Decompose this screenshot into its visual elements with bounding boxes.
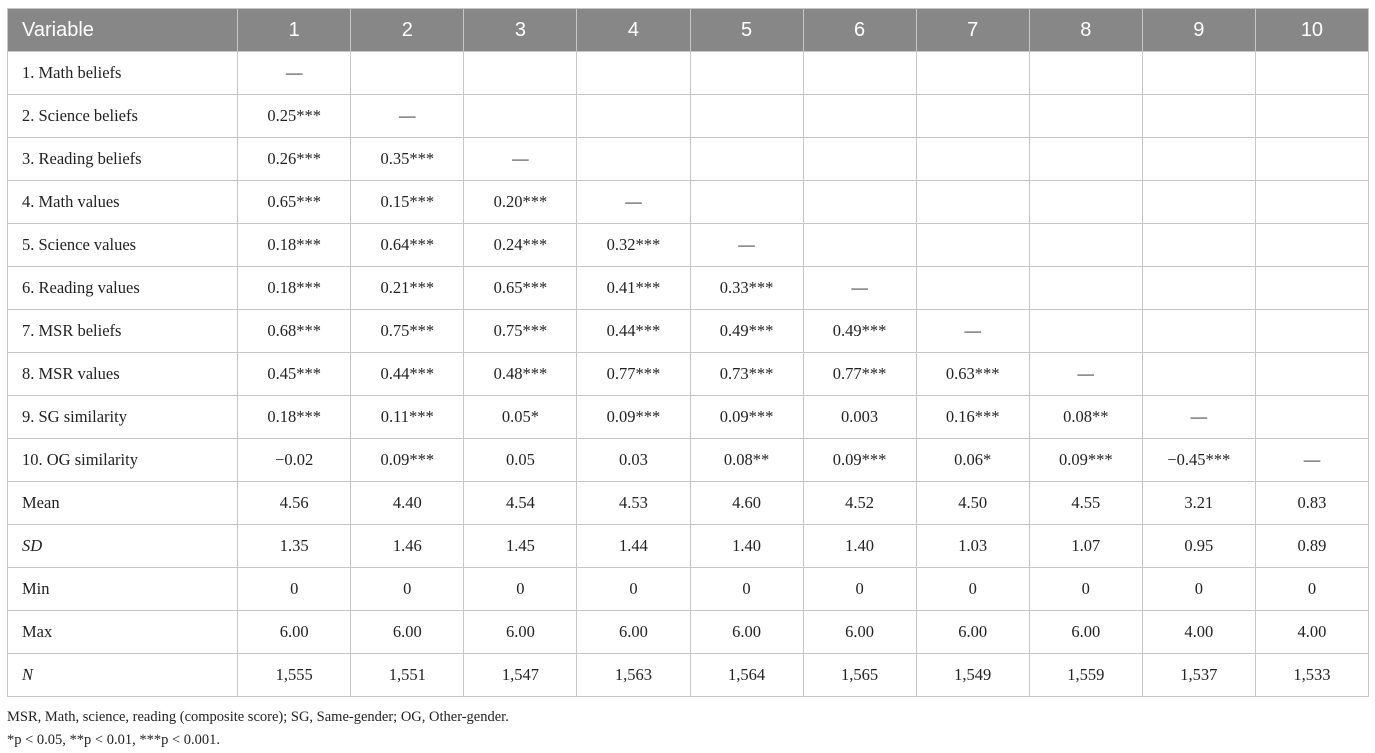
- table-cell: —: [577, 181, 690, 224]
- table-cell: 0.09***: [351, 439, 464, 482]
- table-cell: [577, 95, 690, 138]
- table-cell: 0.33***: [690, 267, 803, 310]
- table-cell: [1142, 138, 1255, 181]
- table-cell: [803, 52, 916, 95]
- table-cell: —: [351, 95, 464, 138]
- table-cell: 4.50: [916, 482, 1029, 525]
- table-cell: [916, 224, 1029, 267]
- table-cell: [1255, 396, 1368, 439]
- table-cell: 0.18***: [238, 267, 351, 310]
- table-cell: 0.003: [803, 396, 916, 439]
- table-cell: 6.00: [238, 611, 351, 654]
- table-cell: 0.03: [577, 439, 690, 482]
- table-row: [8, 95, 1369, 138]
- table-cell: 1.45: [464, 525, 577, 568]
- table-cell: —: [1255, 439, 1368, 482]
- table-cell: 0.18***: [238, 396, 351, 439]
- table-cell: 0.65***: [238, 181, 351, 224]
- table-cell: 0.64***: [351, 224, 464, 267]
- header-col-1: 1: [238, 9, 351, 52]
- table-cell: —: [238, 52, 351, 95]
- table-row: [8, 224, 1369, 267]
- table-cell: 0.75***: [351, 310, 464, 353]
- table-cell: 0: [690, 568, 803, 611]
- table-cell: 0.73***: [690, 353, 803, 396]
- table-row: [8, 267, 1369, 310]
- row-label: 7. MSR beliefs: [8, 310, 238, 353]
- table-cell: 0.49***: [803, 310, 916, 353]
- table-body: [8, 52, 1369, 697]
- table-cell: 0: [803, 568, 916, 611]
- header-col-9: 9: [1142, 9, 1255, 52]
- table-cell: 0.77***: [577, 353, 690, 396]
- table-cell: 4.00: [1255, 611, 1368, 654]
- table-cell: 1.40: [803, 525, 916, 568]
- row-label: Min: [8, 568, 238, 611]
- table-cell: 4.53: [577, 482, 690, 525]
- table-cell: −0.45***: [1142, 439, 1255, 482]
- table-cell: 4.40: [351, 482, 464, 525]
- table-cell: [916, 52, 1029, 95]
- table-cell: —: [916, 310, 1029, 353]
- table-cell: 6.00: [916, 611, 1029, 654]
- row-label: Max: [8, 611, 238, 654]
- table-cell: 1,549: [916, 654, 1029, 697]
- table-cell: 0.09***: [803, 439, 916, 482]
- table-cell: 0: [238, 568, 351, 611]
- table-cell: 0: [577, 568, 690, 611]
- table-row: [8, 568, 1369, 611]
- table-cell: [803, 181, 916, 224]
- table-cell: 1.07: [1029, 525, 1142, 568]
- correlation-table: [7, 8, 1369, 697]
- table-cell: 1.46: [351, 525, 464, 568]
- table-cell: 0.77***: [803, 353, 916, 396]
- table-cell: [351, 52, 464, 95]
- table-cell: 4.54: [464, 482, 577, 525]
- table-cell: 0.08**: [1029, 396, 1142, 439]
- table-cell: 0.75***: [464, 310, 577, 353]
- table-cell: 1,565: [803, 654, 916, 697]
- table-cell: [1142, 181, 1255, 224]
- table-cell: [690, 95, 803, 138]
- row-label: 6. Reading values: [8, 267, 238, 310]
- table-cell: [1255, 95, 1368, 138]
- table-cell: 1,551: [351, 654, 464, 697]
- table-cell: 1,533: [1255, 654, 1368, 697]
- table-cell: [577, 138, 690, 181]
- table-row: [8, 439, 1369, 482]
- table-cell: [1142, 95, 1255, 138]
- table-cell: 0.44***: [577, 310, 690, 353]
- table-cell: 0.65***: [464, 267, 577, 310]
- table-row: [8, 52, 1369, 95]
- abbreviation-note: MSR, Math, science, reading (composite score); SG, Same-gender; OG, Other-gender.: [7, 709, 509, 725]
- table-cell: [1142, 353, 1255, 396]
- header-variable: Variable: [8, 9, 238, 52]
- table-cell: 0.45***: [238, 353, 351, 396]
- header-col-7: 7: [916, 9, 1029, 52]
- table-cell: 6.00: [690, 611, 803, 654]
- table-cell: 0.95: [1142, 525, 1255, 568]
- table-cell: 0.44***: [351, 353, 464, 396]
- table-cell: 0.26***: [238, 138, 351, 181]
- table-cell: [1142, 52, 1255, 95]
- table-cell: 0: [464, 568, 577, 611]
- header-col-3: 3: [464, 9, 577, 52]
- table-cell: [803, 95, 916, 138]
- table-cell: 1,537: [1142, 654, 1255, 697]
- table-cell: [1029, 181, 1142, 224]
- table-row: [8, 181, 1369, 224]
- table-cell: 0.16***: [916, 396, 1029, 439]
- table-cell: 0.68***: [238, 310, 351, 353]
- table-row: [8, 482, 1369, 525]
- table-cell: [1029, 224, 1142, 267]
- table-cell: [464, 52, 577, 95]
- row-label: 10. OG similarity: [8, 439, 238, 482]
- table-cell: 0.06*: [916, 439, 1029, 482]
- table-cell: 0.20***: [464, 181, 577, 224]
- table-cell: —: [690, 224, 803, 267]
- row-label: 8. MSR values: [8, 353, 238, 396]
- table-cell: [1029, 310, 1142, 353]
- header-col-4: 4: [577, 9, 690, 52]
- table-cell: 4.60: [690, 482, 803, 525]
- table-cell: 0.05*: [464, 396, 577, 439]
- table-cell: 0: [916, 568, 1029, 611]
- table-cell: [916, 267, 1029, 310]
- table-cell: 0.09***: [577, 396, 690, 439]
- table-cell: [1255, 267, 1368, 310]
- table-cell: 0.49***: [690, 310, 803, 353]
- table-cell: [1255, 181, 1368, 224]
- table-cell: [1255, 52, 1368, 95]
- table-row: [8, 310, 1369, 353]
- table-cell: —: [464, 138, 577, 181]
- table-cell: 1,547: [464, 654, 577, 697]
- table-cell: 1,559: [1029, 654, 1142, 697]
- table-cell: [690, 181, 803, 224]
- table-cell: —: [1142, 396, 1255, 439]
- table-cell: 1.03: [916, 525, 1029, 568]
- table-footnotes: [7, 706, 509, 752]
- table-cell: 0: [351, 568, 464, 611]
- table-cell: 0.05: [464, 439, 577, 482]
- table-cell: [1142, 224, 1255, 267]
- table-cell: 6.00: [351, 611, 464, 654]
- table-cell: 1.40: [690, 525, 803, 568]
- table-cell: 4.00: [1142, 611, 1255, 654]
- table-cell: [1142, 310, 1255, 353]
- table-cell: 0: [1029, 568, 1142, 611]
- table-cell: 4.52: [803, 482, 916, 525]
- table-cell: [803, 224, 916, 267]
- table-cell: [803, 138, 916, 181]
- row-label: 3. Reading beliefs: [8, 138, 238, 181]
- table-cell: 0.09***: [1029, 439, 1142, 482]
- row-label: 1. Math beliefs: [8, 52, 238, 95]
- significance-note: *p < 0.05, **p < 0.01, ***p < 0.001.: [7, 732, 221, 748]
- row-label: 2. Science beliefs: [8, 95, 238, 138]
- table-cell: [1255, 224, 1368, 267]
- table-cell: −0.02: [238, 439, 351, 482]
- table-cell: —: [1029, 353, 1142, 396]
- table-cell: 0.83: [1255, 482, 1368, 525]
- table-cell: [1029, 267, 1142, 310]
- table-cell: 0.15***: [351, 181, 464, 224]
- table-cell: 4.56: [238, 482, 351, 525]
- table-cell: 4.55: [1029, 482, 1142, 525]
- header-col-6: 6: [803, 9, 916, 52]
- table-cell: 0.35***: [351, 138, 464, 181]
- table-cell: 1,563: [577, 654, 690, 697]
- row-label: Mean: [8, 482, 238, 525]
- table-cell: [916, 95, 1029, 138]
- table-row: [8, 396, 1369, 439]
- table-cell: 6.00: [1029, 611, 1142, 654]
- row-label: 9. SG similarity: [8, 396, 238, 439]
- table-cell: 0.24***: [464, 224, 577, 267]
- table-cell: [1029, 138, 1142, 181]
- table-cell: 0.63***: [916, 353, 1029, 396]
- table-cell: [690, 138, 803, 181]
- table-cell: 0.48***: [464, 353, 577, 396]
- row-label: SD: [8, 525, 238, 568]
- row-label: 4. Math values: [8, 181, 238, 224]
- header-col-5: 5: [690, 9, 803, 52]
- table-cell: [690, 52, 803, 95]
- table-cell: 6.00: [577, 611, 690, 654]
- table-cell: 0.18***: [238, 224, 351, 267]
- table-cell: 0.08**: [690, 439, 803, 482]
- table-cell: 0.32***: [577, 224, 690, 267]
- row-label: N: [8, 654, 238, 697]
- table-cell: 0.41***: [577, 267, 690, 310]
- table-cell: [1255, 138, 1368, 181]
- table-cell: 0.89: [1255, 525, 1368, 568]
- table-cell: 0.21***: [351, 267, 464, 310]
- table-cell: 1,564: [690, 654, 803, 697]
- table-cell: —: [803, 267, 916, 310]
- table-cell: [1142, 267, 1255, 310]
- table-cell: 6.00: [803, 611, 916, 654]
- table-cell: [1255, 310, 1368, 353]
- table-cell: [1255, 353, 1368, 396]
- table-cell: 1,555: [238, 654, 351, 697]
- table-cell: [1029, 52, 1142, 95]
- table-cell: 1.44: [577, 525, 690, 568]
- header-col-2: 2: [351, 9, 464, 52]
- table-cell: [1029, 95, 1142, 138]
- header-col-8: 8: [1029, 9, 1142, 52]
- table-cell: 0.11***: [351, 396, 464, 439]
- table-cell: 6.00: [464, 611, 577, 654]
- table-cell: [577, 52, 690, 95]
- table-cell: [464, 95, 577, 138]
- table-row: [8, 138, 1369, 181]
- table-cell: 0: [1142, 568, 1255, 611]
- row-label: 5. Science values: [8, 224, 238, 267]
- table-row: [8, 353, 1369, 396]
- table-cell: 0.09***: [690, 396, 803, 439]
- correlation-table-container: [7, 8, 1369, 697]
- table-cell: [916, 181, 1029, 224]
- table-cell: 3.21: [1142, 482, 1255, 525]
- table-row: [8, 654, 1369, 697]
- table-header-row: [8, 9, 1369, 52]
- table-cell: 1.35: [238, 525, 351, 568]
- header-col-10: 10: [1255, 9, 1368, 52]
- table-cell: 0: [1255, 568, 1368, 611]
- table-cell: 0.25***: [238, 95, 351, 138]
- table-row: [8, 611, 1369, 654]
- table-cell: [916, 138, 1029, 181]
- table-row: [8, 525, 1369, 568]
